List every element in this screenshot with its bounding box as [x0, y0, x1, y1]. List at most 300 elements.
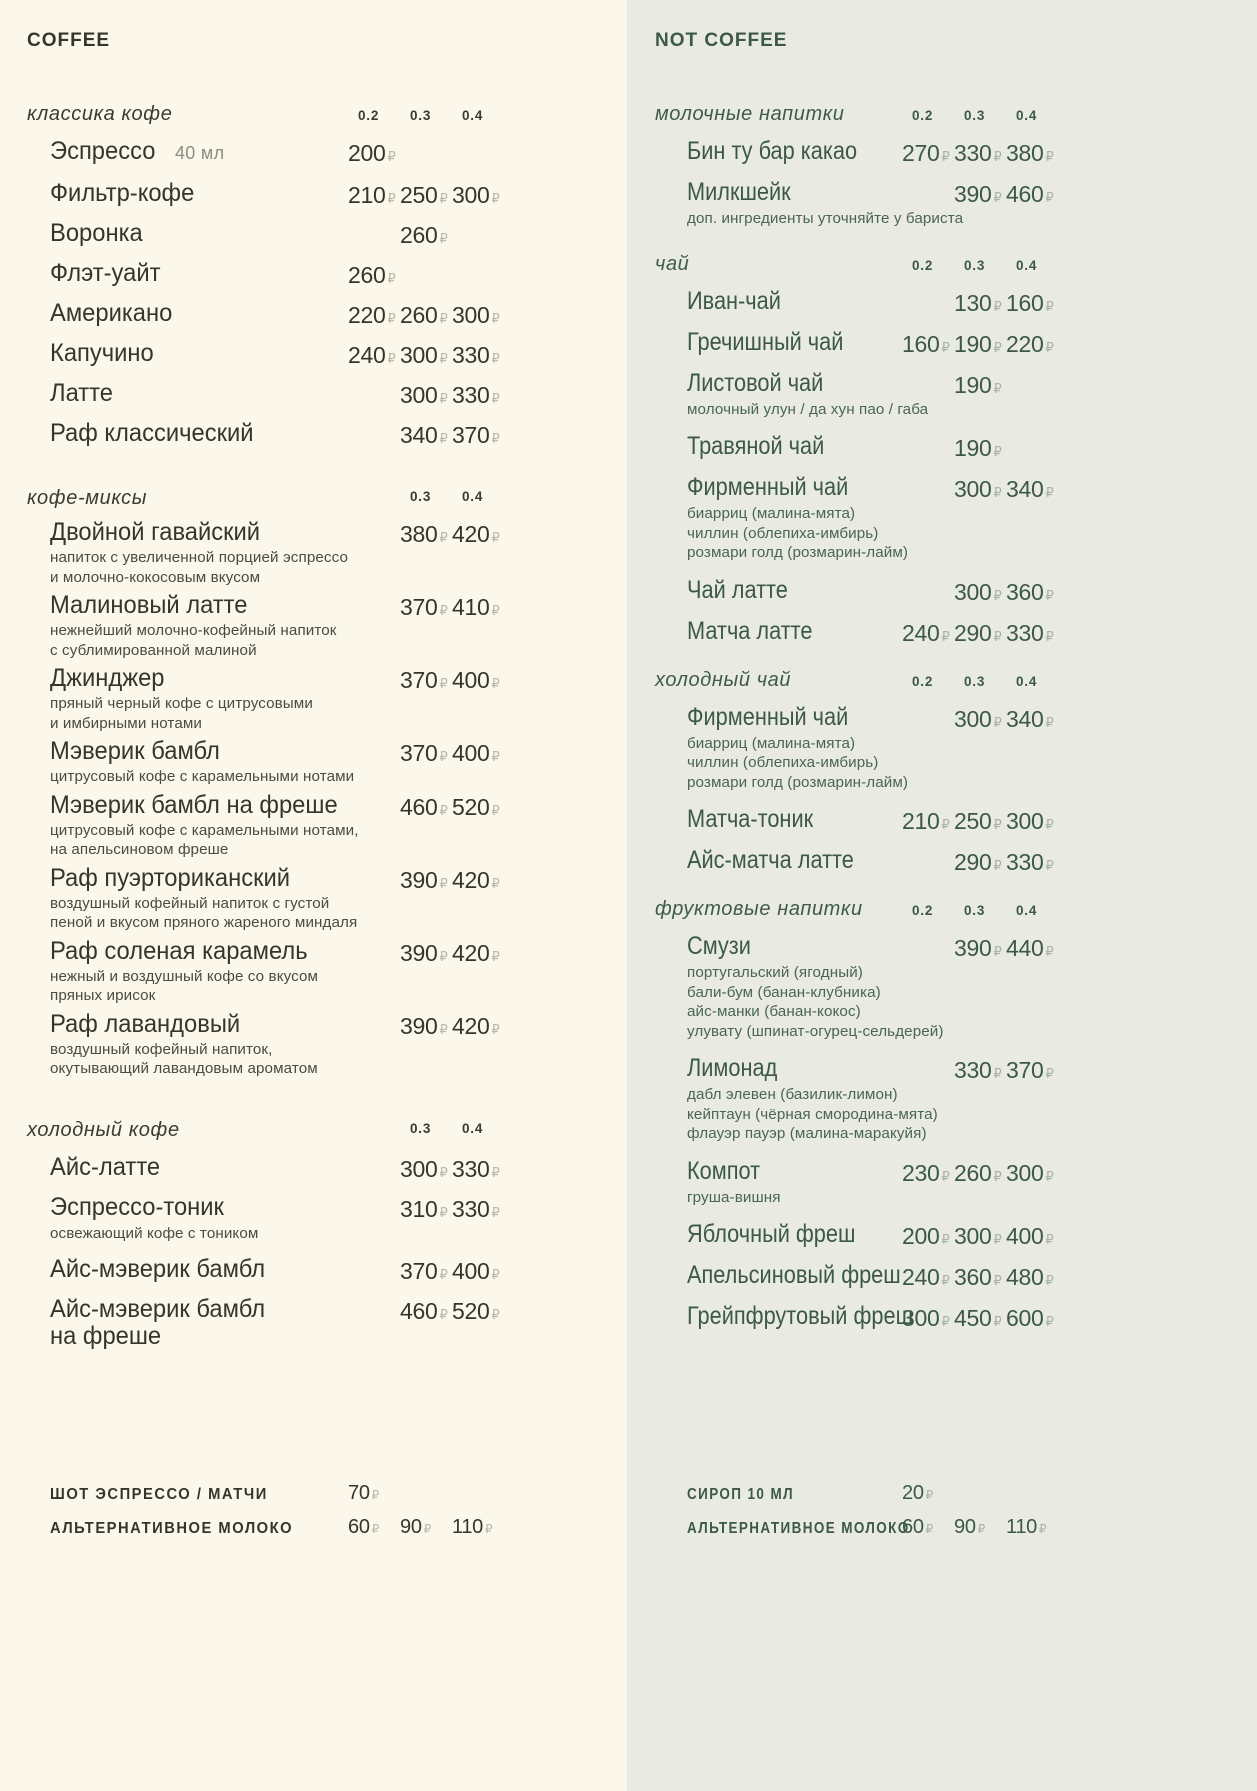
price-value: 190	[954, 371, 992, 398]
menu-item-row	[27, 865, 504, 892]
item-name-text: Листовой чай	[687, 368, 824, 397]
menu-item-row	[27, 1256, 504, 1283]
price	[954, 580, 1006, 604]
footer-item-label	[655, 1484, 902, 1505]
price	[452, 941, 504, 965]
item-name	[50, 220, 348, 247]
size-label: 0.4	[1016, 108, 1038, 123]
price-grid	[902, 1515, 1058, 1539]
price	[1006, 436, 1058, 460]
ruble-sign: ₽	[491, 1165, 500, 1181]
ruble-sign: ₽	[491, 1268, 500, 1283]
price	[400, 1299, 452, 1323]
price	[954, 1265, 1006, 1289]
item-name-text: Милкшейк	[687, 178, 791, 206]
item-description	[27, 1040, 504, 1079]
item-name-text: Бин ту бар какао	[687, 137, 858, 165]
section-title: холодный кофе	[27, 1118, 180, 1141]
menu-item-row	[655, 1303, 1058, 1330]
section-title: молочные напитки	[655, 103, 845, 125]
item-description-line: молочный улун / да хун пао / габа	[687, 400, 929, 418]
menu-item-row	[655, 474, 1058, 501]
price	[954, 1058, 1006, 1082]
price-value: 300	[400, 382, 438, 408]
ruble-sign: ₽	[993, 1233, 1002, 1248]
price	[348, 1481, 400, 1505]
price-grid	[902, 1481, 1058, 1505]
item-name	[50, 1296, 348, 1323]
menu-item-row	[655, 179, 1058, 206]
item-description	[27, 767, 504, 787]
menu-item-row	[655, 1221, 1058, 1248]
price	[348, 868, 400, 892]
size-header	[348, 108, 504, 123]
menu-item-row	[27, 738, 504, 765]
ruble-sign: ₽	[993, 1315, 1002, 1330]
price-value: 190	[954, 435, 992, 461]
ruble-sign: ₽	[1045, 818, 1054, 833]
price	[954, 707, 1006, 731]
price	[452, 1197, 504, 1221]
price-grid	[902, 474, 1058, 501]
item-name-text: Мэверик бамбл на фреше	[50, 790, 338, 819]
item-name-text: Лимонад	[687, 1054, 778, 1082]
price	[400, 383, 452, 407]
price	[1006, 141, 1058, 165]
price	[452, 668, 504, 692]
ruble-sign: ₽	[993, 859, 1002, 874]
item-description	[655, 209, 1058, 229]
menu-item-row	[27, 1296, 504, 1350]
ruble-sign: ₽	[439, 949, 448, 965]
item-name-text: Гречишный чай	[687, 327, 844, 356]
price	[348, 183, 400, 207]
price-value: 370	[400, 667, 438, 693]
item-name-text: Айс-мэверик бамбл	[50, 1255, 266, 1283]
ruble-sign: ₽	[941, 1169, 950, 1185]
price-value: 410	[452, 594, 490, 620]
size-label: 0.3	[964, 673, 986, 689]
item-description	[27, 694, 504, 733]
price-grid	[902, 179, 1058, 206]
menu-item	[27, 260, 504, 287]
ruble-sign: ₽	[387, 352, 396, 367]
menu-item	[655, 1055, 1058, 1144]
item-description-line: окутывающий лавандовым ароматом	[50, 1060, 318, 1077]
item-description-line: айс-манки (банан-кокос)	[687, 1003, 861, 1020]
item-description-line: португальский (ягодный)	[687, 964, 863, 981]
price-value: 220	[348, 302, 386, 328]
ruble-sign: ₽	[1045, 1233, 1054, 1248]
price-grid	[902, 704, 1058, 731]
menu-item-row	[27, 519, 504, 546]
price-value: 420	[452, 939, 490, 966]
ruble-sign: ₽	[993, 588, 1002, 604]
price-value: 380	[400, 521, 438, 547]
item-name	[50, 1256, 348, 1283]
menu-section	[27, 101, 504, 447]
menu-item	[655, 370, 1058, 420]
ruble-sign: ₽	[387, 272, 396, 287]
price-grid	[348, 180, 504, 207]
item-name-block	[655, 433, 902, 460]
price-grid	[902, 1262, 1058, 1289]
item-name-text: Американо	[50, 299, 173, 327]
price-value: 230	[902, 1159, 940, 1186]
price-value: 370	[1006, 1057, 1044, 1083]
price	[400, 795, 452, 819]
price-value: 360	[1006, 578, 1044, 605]
price-grid	[902, 433, 1058, 460]
price	[400, 423, 452, 447]
item-name	[687, 704, 902, 731]
item-name-text: Малиновый латте	[50, 591, 248, 619]
price-value: 380	[1006, 140, 1044, 166]
not-coffee-panel-title: NOT COFFEE	[655, 30, 788, 51]
size-label: 0.2	[358, 108, 380, 123]
price-value: 240	[902, 1264, 940, 1290]
price	[348, 303, 400, 327]
coffee-panel	[0, 0, 627, 1791]
footer-item-label	[655, 1518, 910, 1539]
price-grid	[902, 288, 1058, 315]
ruble-sign: ₽	[1045, 1169, 1054, 1185]
menu-item-row	[27, 220, 504, 247]
ruble-sign: ₽	[1039, 1522, 1047, 1536]
item-name	[687, 1221, 902, 1248]
size-header	[348, 489, 504, 504]
item-description-line: на апельсиновом фреше	[50, 841, 229, 858]
item-name-text: Раф пуэрториканский	[50, 863, 291, 892]
ruble-sign: ₽	[1045, 629, 1054, 645]
price	[1006, 1265, 1058, 1289]
item-name-block	[27, 220, 348, 247]
price	[348, 1299, 400, 1323]
ruble-sign: ₽	[993, 1169, 1002, 1185]
item-name-block	[27, 665, 348, 692]
price-value: 300	[954, 705, 992, 732]
price-value: 300	[452, 182, 490, 208]
item-name-line2	[50, 1323, 348, 1350]
price-value: 340	[1006, 705, 1044, 732]
price	[902, 291, 954, 315]
item-name-text: Смузи	[687, 932, 751, 960]
ruble-sign: ₽	[439, 392, 448, 407]
item-name-block	[27, 138, 348, 167]
ruble-sign: ₽	[941, 1274, 950, 1289]
item-name-text: Яблочный фреш	[687, 1220, 856, 1248]
item-name-block	[655, 288, 902, 315]
footer-item	[655, 1481, 1058, 1505]
item-name-block	[655, 618, 902, 645]
price-value: 330	[954, 1057, 992, 1083]
ruble-sign: ₽	[439, 803, 448, 819]
price	[348, 423, 400, 447]
ruble-sign: ₽	[993, 486, 1002, 501]
price-value: 400	[452, 1258, 490, 1284]
price-grid	[902, 138, 1058, 165]
item-name	[687, 618, 902, 645]
price	[1006, 182, 1058, 206]
price	[348, 941, 400, 965]
ruble-sign: ₽	[439, 876, 448, 892]
price-grid	[348, 738, 504, 765]
price-value: 200	[348, 140, 386, 166]
item-name-text: Чай латте	[687, 575, 788, 604]
menu-item-row	[27, 1194, 504, 1221]
menu-item	[655, 138, 1058, 165]
menu-item	[27, 340, 504, 367]
coffee-footer	[27, 1481, 504, 1549]
price-grid	[348, 1256, 504, 1283]
price	[954, 936, 1006, 960]
item-description	[655, 400, 1058, 420]
price-value: 450	[954, 1305, 992, 1331]
price	[1006, 850, 1058, 874]
item-description-line: воздушный кофейный напиток,	[50, 1040, 273, 1058]
menu-item	[27, 938, 504, 1006]
item-name-block	[27, 340, 348, 367]
price-value: 600	[1006, 1305, 1044, 1331]
item-name	[687, 329, 902, 356]
ruble-sign: ₽	[1045, 340, 1054, 356]
item-description-line: пеной и вкусом пряного жареного миндаля	[50, 914, 358, 931]
price	[954, 1515, 1006, 1539]
size-label: 0.2	[912, 903, 934, 918]
ruble-sign: ₽	[993, 818, 1002, 833]
ruble-sign: ₽	[491, 876, 500, 892]
price-grid	[348, 260, 504, 287]
ruble-sign: ₽	[491, 432, 500, 447]
price	[348, 795, 400, 819]
price	[954, 141, 1006, 165]
price	[902, 436, 954, 460]
ruble-sign: ₽	[941, 629, 950, 645]
price-value: 60	[348, 1516, 370, 1538]
item-description	[655, 963, 1058, 1041]
ruble-sign: ₽	[925, 1522, 934, 1536]
menu-item-row	[655, 847, 1058, 874]
item-name-block	[27, 592, 348, 619]
ruble-sign: ₽	[371, 1488, 380, 1502]
footer-item	[27, 1481, 504, 1505]
ruble-sign: ₽	[977, 1522, 986, 1536]
menu-item	[655, 1262, 1058, 1289]
price-value: 90	[400, 1516, 422, 1538]
ruble-sign: ₽	[1045, 588, 1054, 604]
item-description	[27, 548, 504, 587]
item-name	[687, 433, 902, 460]
price-value: 330	[1006, 849, 1044, 875]
item-name-block	[27, 300, 348, 327]
menu-item	[655, 1303, 1058, 1330]
section-header	[655, 101, 1058, 127]
price	[954, 1481, 1006, 1505]
price-value: 340	[1006, 476, 1044, 502]
price-value: 260	[400, 222, 438, 248]
price-grid	[348, 138, 504, 165]
item-name-block	[27, 1154, 348, 1181]
menu-item-row	[27, 300, 504, 327]
menu-item-row	[655, 806, 1058, 833]
item-name	[687, 1158, 902, 1185]
price	[902, 707, 954, 731]
item-name	[50, 300, 348, 327]
price-grid	[348, 665, 504, 692]
price	[400, 595, 452, 619]
item-description-line: бали-бум (банан-клубника)	[687, 983, 881, 1001]
menu-item	[27, 519, 504, 587]
price-value: 440	[1006, 935, 1044, 961]
price-value: 300	[902, 1305, 940, 1331]
price-value: 300	[452, 302, 490, 328]
menu-item	[27, 1296, 504, 1350]
menu-item-row	[27, 792, 504, 819]
size-label: 0.4	[1016, 673, 1038, 689]
item-name	[50, 592, 348, 619]
item-name-block	[27, 1296, 348, 1350]
size-label: 0.3	[410, 108, 432, 123]
item-name	[50, 738, 348, 765]
item-description-line: воздушный кофейный напиток с густой	[50, 894, 330, 912]
price-value: 260	[954, 1159, 992, 1186]
price	[1006, 477, 1058, 501]
price-grid	[348, 1481, 504, 1505]
item-name-block	[27, 180, 348, 207]
item-name-block	[27, 1011, 348, 1038]
ruble-sign: ₽	[439, 432, 448, 447]
menu-item	[27, 1154, 504, 1181]
item-name	[687, 370, 902, 397]
price	[452, 383, 504, 407]
item-description-line: нежнейший молочно-кофейный напиток	[50, 622, 337, 639]
price-grid	[902, 1303, 1058, 1330]
menu-item-row	[27, 665, 504, 692]
ruble-sign: ₽	[439, 750, 448, 765]
price	[902, 141, 954, 165]
menu-item	[655, 288, 1058, 315]
price	[954, 436, 1006, 460]
price	[954, 850, 1006, 874]
price	[400, 522, 452, 546]
ruble-sign: ₽	[439, 232, 448, 247]
size-label: 0.2	[912, 257, 934, 273]
item-name	[50, 380, 348, 407]
price	[348, 1157, 400, 1181]
ruble-sign: ₽	[491, 949, 500, 965]
price-value: 460	[400, 1298, 438, 1324]
price	[902, 580, 954, 604]
size-label: 0.4	[1016, 257, 1038, 273]
price	[400, 1515, 452, 1539]
price	[902, 373, 954, 397]
size-header	[902, 674, 1058, 689]
ruble-sign: ₽	[371, 1522, 380, 1536]
price-value: 370	[400, 594, 438, 620]
footer-item	[655, 1515, 1058, 1539]
item-name	[687, 179, 902, 206]
price	[400, 868, 452, 892]
price	[348, 223, 400, 247]
price-value: 330	[1006, 619, 1044, 646]
price	[452, 795, 504, 819]
menu-item	[655, 474, 1058, 563]
item-name-text: Айс-латте	[50, 1152, 161, 1181]
price	[902, 477, 954, 501]
price	[348, 1014, 400, 1038]
item-name-text: Фирменный чай	[687, 702, 849, 731]
item-name	[50, 865, 348, 892]
ruble-sign: ₽	[941, 1233, 950, 1248]
item-description-line: и молочно-кокосовым вкусом	[50, 568, 261, 586]
item-name-block	[655, 577, 902, 604]
item-name	[50, 138, 348, 167]
price	[348, 263, 400, 287]
ruble-sign: ₽	[439, 1308, 448, 1323]
price	[400, 668, 452, 692]
price-value: 290	[954, 619, 992, 646]
price	[902, 1224, 954, 1248]
ruble-sign: ₽	[993, 299, 1002, 315]
price-value: 90	[954, 1516, 976, 1538]
item-name-block	[655, 847, 902, 874]
item-name-block	[27, 1256, 348, 1283]
menu-section	[655, 251, 1058, 645]
footer-item-text: АЛЬТЕРНАТИВНОЕ МОЛОКО	[50, 1520, 294, 1537]
price-grid	[902, 1158, 1058, 1185]
item-name-text: Латте	[50, 379, 113, 407]
price	[954, 1224, 1006, 1248]
footer-item-text: АЛЬТЕРНАТИВНОЕ МОЛОКО	[687, 1520, 910, 1537]
price-value: 300	[954, 578, 992, 605]
section-header	[27, 101, 504, 127]
menu-item-row	[27, 420, 504, 447]
item-description-line: напиток с увеличенной порцией эспрессо	[50, 549, 349, 566]
item-description	[27, 1224, 504, 1244]
ruble-sign: ₽	[941, 150, 950, 165]
ruble-sign: ₽	[491, 352, 500, 367]
item-name-text: Айс-мэверик бамбл	[50, 1295, 266, 1323]
price	[348, 741, 400, 765]
item-name-text: Эспрессо-тоник	[50, 1192, 224, 1221]
menu-item	[27, 665, 504, 733]
menu-item	[27, 1256, 504, 1283]
price	[902, 332, 954, 356]
section-header	[655, 667, 1058, 693]
item-name	[50, 1011, 348, 1038]
footer-item-text: СИРОП 10 МЛ	[687, 1486, 794, 1503]
price	[452, 1259, 504, 1283]
price	[400, 941, 452, 965]
item-name	[50, 340, 348, 367]
ruble-sign: ₽	[491, 392, 500, 407]
section-header	[655, 251, 1058, 277]
item-name-block	[27, 1194, 348, 1221]
menu-item	[655, 179, 1058, 229]
item-volume-note: 40 мл	[175, 143, 225, 163]
ruble-sign: ₽	[993, 150, 1002, 165]
menu-section	[27, 485, 504, 1079]
item-name-text: Матча латте	[687, 616, 813, 645]
item-name-block	[27, 738, 348, 765]
ruble-sign: ₽	[1045, 1315, 1054, 1330]
item-description-line: биарриц (малина-мята)	[687, 505, 856, 522]
menu-item	[655, 1221, 1058, 1248]
size-header	[902, 258, 1058, 273]
price	[452, 141, 504, 165]
footer-item	[27, 1515, 504, 1539]
size-label: 0.4	[462, 489, 484, 504]
